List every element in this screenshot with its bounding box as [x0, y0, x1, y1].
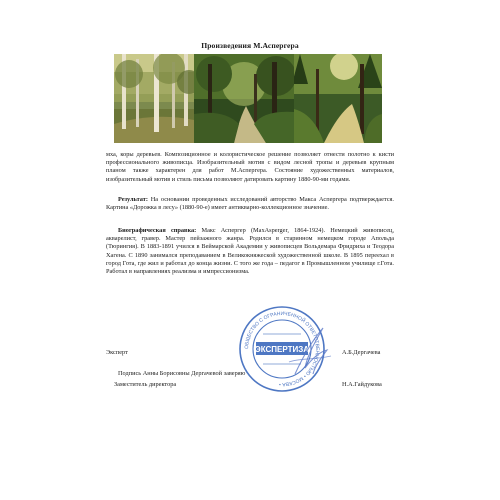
painting-image-2: [194, 54, 294, 143]
result-label: Результат:: [118, 196, 148, 203]
stamp-center-text: ЭКСПЕРТИЗА: [255, 345, 309, 354]
painting-image-1: [114, 54, 194, 143]
painting-image-3: [294, 54, 382, 143]
document-title: Произведения М.Аспергера: [201, 41, 299, 50]
handwritten-signature: [285, 322, 335, 382]
expert-label: Эксперт: [106, 349, 128, 356]
deputy-director-label: Заместитель директора: [114, 381, 177, 388]
signature-certification-note: Подпись Анны Борисовны Дергачевой заверяю: [118, 370, 246, 377]
stamp-ring-text: ОБЩЕСТВО С ОГРАНИЧЕННОЙ ОТВЕТСТВЕННОСТЬЮ • МОСКВА •: [243, 310, 321, 388]
deputy-director-name: Н.А.Гайдукова: [342, 381, 382, 388]
painting-gallery: [114, 54, 382, 143]
expert-name: А.Б.Дергачева: [342, 349, 381, 356]
biography-paragraph: [106, 227, 394, 276]
result-paragraph: [106, 196, 394, 212]
biography-label: Биографическая справка:: [118, 227, 197, 234]
result-text: На основании проведенных исследований авторство Макса Аспергера подтверждается. Картина «Дорожка в лесу» (1880-90-е) имеет антикварно-коллекционное значение.: [106, 196, 394, 212]
description-paragraph: мха, коры деревьев. Композиционное и колористическое решение позволяет отнести полотно к кисти профессионального живописца. Изобразительный мотив с видом лесной тропы и деревьев крупным планом также характерен для работ М.Аспергера. Состояние художественных материалов, изобразительный мотив и стиль письма позволяют датировать картину 1880-90-ми годами.: [106, 151, 394, 183]
biography-text: Макс Аспергер (MaxAsperger, 1864-1924). Немецкий живописец, акварелист, гравер. Мастер пейзажного жанра. Родился в старинном немецком городе Апольда (Тюрингия). В 1883-1891 учился в Веймарской Академии у живописцев Вольдемара Фридриха и Теодора Хагена. С 1890 занимался преподаванием в Великокняжеской художественной школе. В 1895 переехал в город Гота, где жил и работал до конца жизни. С того же года – педагог в Промышленном училище г.Гота. Работал в направлениях реализма и импрессионизма.: [106, 227, 394, 276]
